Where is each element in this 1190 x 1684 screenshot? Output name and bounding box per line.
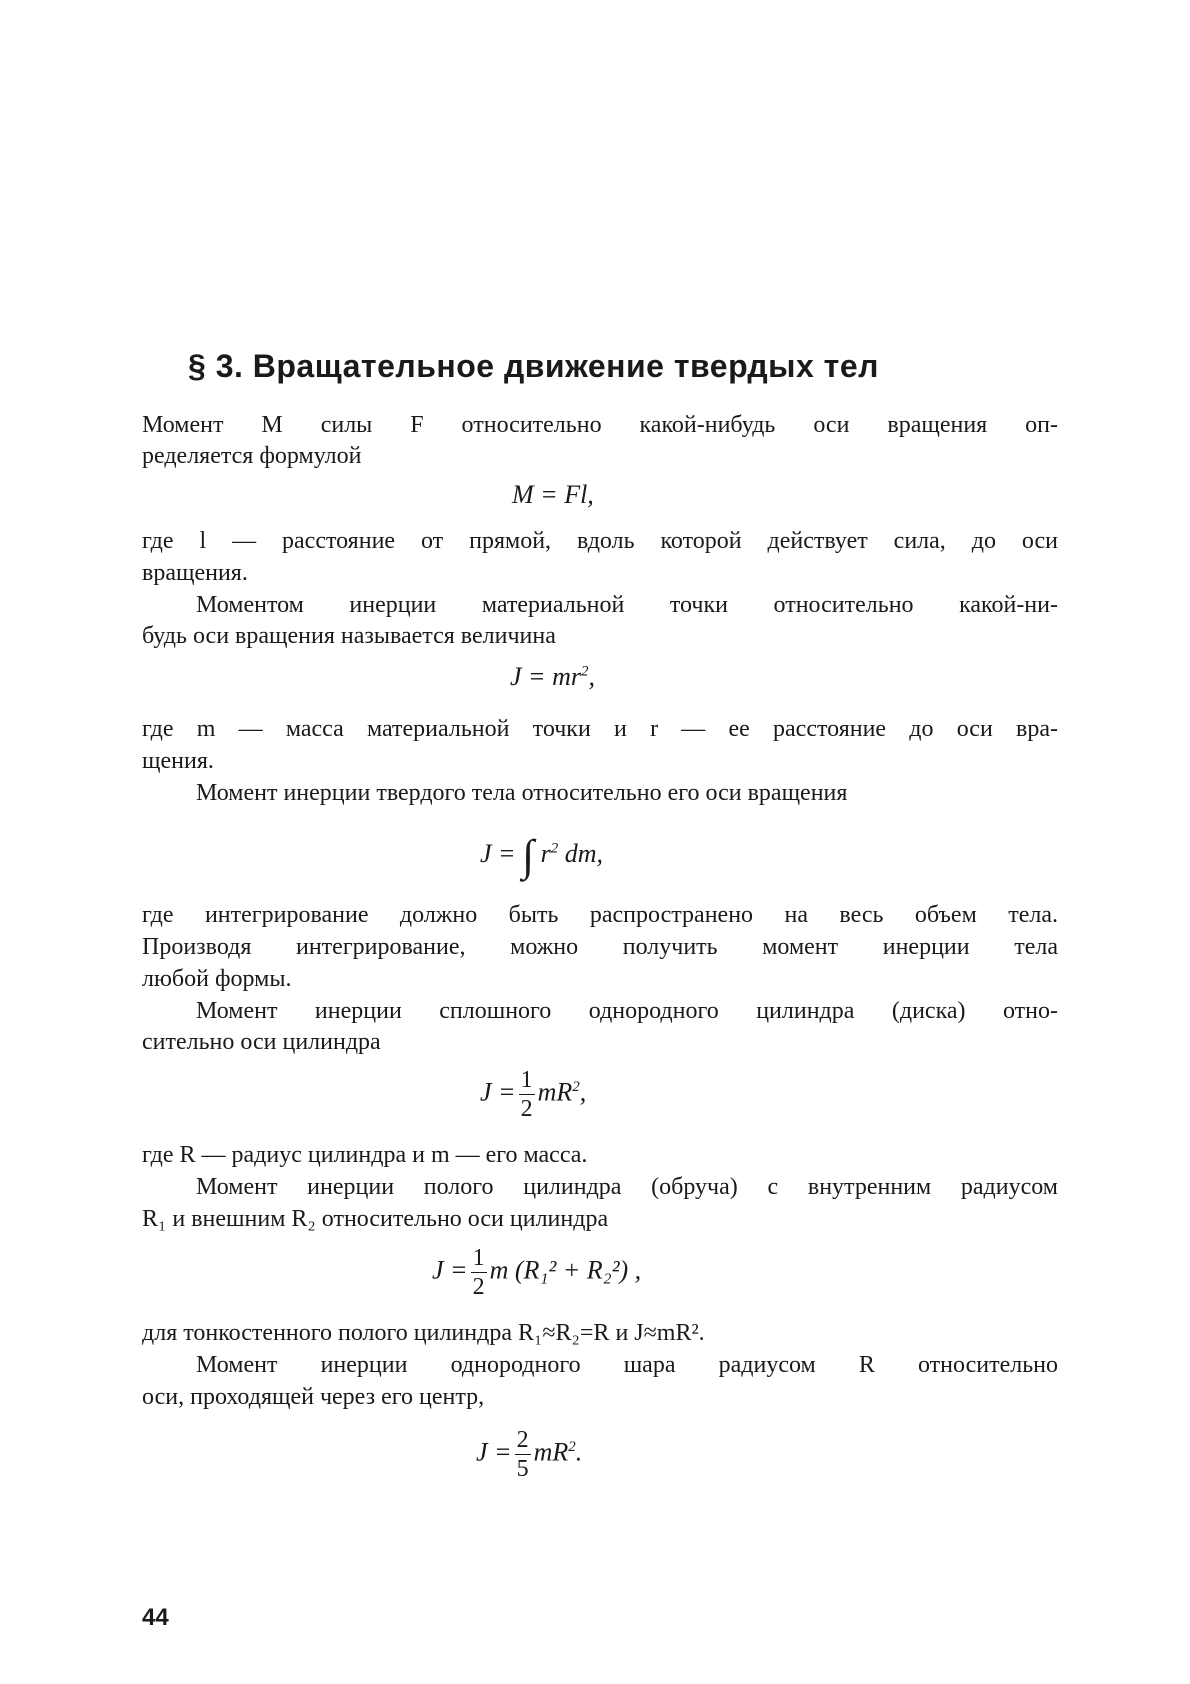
- fraction-two-fifths: [515, 1426, 531, 1483]
- formula-moment-of-force: M = Fl,: [512, 480, 594, 509]
- para3-line2: будь оси вращения называется величина: [142, 623, 556, 649]
- formula4-end: ,: [579, 1077, 587, 1107]
- page-number: 44: [142, 1604, 169, 1631]
- formula-point-inertia: [510, 662, 595, 692]
- fraction-denominator: 5: [516, 1456, 529, 1482]
- para2-line2: вращения.: [142, 560, 248, 586]
- para11-line2: оси, проходящей через его центр,: [142, 1384, 485, 1410]
- formula2-end: ,: [588, 662, 595, 691]
- formula4-lhs: J =: [480, 1077, 516, 1107]
- fraction-denominator: 2: [472, 1274, 485, 1300]
- para5-line1: Момент инерции твердого тела относительно его оси вращения: [196, 780, 848, 806]
- para1-line1: Момент M силы F относительно какой-нибудь оси вращения оп-: [142, 412, 1058, 438]
- fraction-numerator: 1: [472, 1245, 485, 1271]
- para1-line2: ределяется формулой: [142, 443, 362, 469]
- integral-sign: ∫: [522, 831, 535, 880]
- para10-line1: для тонкостенного полого цилиндра R₁≈R₂=R и J≈mR².: [142, 1320, 705, 1346]
- fraction-one-half: [471, 1244, 487, 1301]
- formula3-rhs-end: dm,: [558, 839, 604, 868]
- formula6-exponent: 2: [568, 1438, 576, 1455]
- formula-hoop-inertia: [432, 1244, 641, 1301]
- para8-line1: где R — радиус цилиндра и m — его масса.: [142, 1142, 588, 1168]
- formula6-end: .: [575, 1437, 583, 1467]
- para7-line1: Момент инерции сплошного однородного цилиндра (диска) отно-: [196, 998, 1058, 1024]
- section-heading: § 3. Вращательное движение твердых тел: [188, 348, 879, 384]
- formula2-exponent: 2: [580, 663, 589, 680]
- formula2-lhs: J = mr: [510, 662, 581, 691]
- para4-line2: щения.: [142, 748, 214, 774]
- formula3-exponent: 2: [550, 840, 559, 857]
- fraction-one-half: [519, 1066, 535, 1123]
- formula6-lhs: J =: [476, 1437, 512, 1467]
- para6-line3: любой формы.: [142, 966, 292, 992]
- formula-body-inertia: [480, 830, 603, 881]
- fraction-numerator: 2: [516, 1427, 529, 1453]
- formula5-lhs: J =: [432, 1255, 468, 1285]
- para4-line1: где m — масса материальной точки и r — ее расстояние до оси вра-: [142, 716, 1058, 742]
- fraction-denominator: 2: [520, 1096, 533, 1122]
- para9-line1: Момент инерции полого цилиндра (обруча) с внутренним радиусом: [196, 1174, 1058, 1200]
- para6-line2: Производя интегрирование, можно получить момент инерции тела: [142, 934, 1058, 960]
- formula5-rhs: m (R₁² + R₂²) ,: [489, 1255, 642, 1285]
- formula6-rhs: mR: [533, 1437, 569, 1467]
- para6-line1: где интегрирование должно быть распространено на весь объем тела.: [142, 902, 1058, 928]
- para11-line1: Момент инерции однородного шара радиусом R относительно: [196, 1352, 1058, 1378]
- formula4-exponent: 2: [572, 1078, 580, 1095]
- formula3-lhs: J =: [480, 839, 516, 868]
- formula4-rhs: mR: [537, 1077, 573, 1107]
- formula-sphere-inertia: [476, 1426, 582, 1483]
- para9-line2: R₁ и внешним R₂ относительно оси цилиндра: [142, 1206, 609, 1232]
- para3-line1: Моментом инерции материальной точки относительно какой-ни-: [196, 592, 1058, 618]
- formula-disk-inertia: [480, 1066, 586, 1123]
- fraction-numerator: 1: [520, 1067, 533, 1093]
- para7-line2: сительно оси цилиндра: [142, 1029, 381, 1055]
- para2-line1: где l — расстояние от прямой, вдоль которой действует сила, до оси: [142, 528, 1058, 554]
- formula3-rhs-base: r: [540, 839, 551, 868]
